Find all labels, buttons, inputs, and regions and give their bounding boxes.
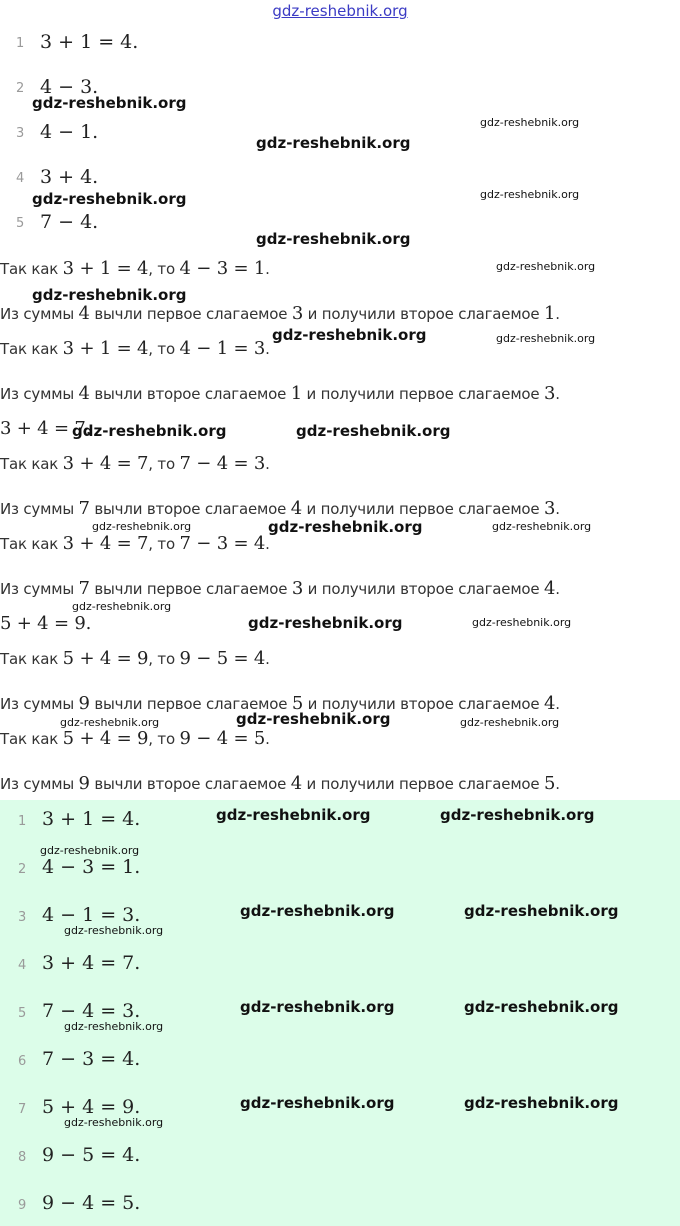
line-number: 7 [18, 1102, 27, 1117]
watermark: gdz-reshebnik.org [60, 716, 160, 729]
answer-expression: 9 − 5 = 4. [42, 1144, 141, 1166]
watermark: gdz-reshebnik.org [464, 1094, 619, 1112]
watermark: gdz-reshebnik.org [32, 94, 187, 112]
explanation-line: Так как 3 + 1 = 4, то 4 − 3 = 1. [0, 258, 270, 279]
watermark: gdz-reshebnik.org [268, 518, 423, 536]
answer-expression: 7 − 4 = 3. [42, 1000, 141, 1022]
watermark: gdz-reshebnik.org [72, 600, 172, 613]
watermark: gdz-reshebnik.org [480, 188, 580, 201]
watermark: gdz-reshebnik.org [40, 844, 140, 857]
explanation-line: Из суммы 7 вычли второе слагаемое 4 и получили первое слагаемое 3. [0, 498, 560, 519]
explanation-line: Из суммы 7 вычли первое слагаемое 3 и получили второе слагаемое 4. [0, 578, 560, 599]
task-expression: 3 + 1 = 4. [40, 31, 139, 53]
watermark: gdz-reshebnik.org [240, 998, 395, 1016]
explanation-line: Из суммы 9 вычли второе слагаемое 4 и получили первое слагаемое 5. [0, 773, 560, 794]
line-number: 5 [18, 1006, 27, 1021]
watermark: gdz-reshebnik.org [64, 1116, 164, 1129]
watermark: gdz-reshebnik.org [296, 422, 451, 440]
explanation-line: Так как 3 + 1 = 4, то 4 − 1 = 3. [0, 338, 270, 359]
line-number: 5 [16, 216, 25, 231]
explanation-line: 5 + 4 = 9. [0, 613, 92, 634]
watermark: gdz-reshebnik.org [272, 326, 427, 344]
line-number: 8 [18, 1150, 27, 1165]
watermark: gdz-reshebnik.org [440, 806, 595, 824]
watermark: gdz-reshebnik.org [240, 1094, 395, 1112]
task-expression: 3 + 4. [40, 166, 99, 188]
site-header-link[interactable]: gdz-reshebnik.org [272, 2, 408, 20]
explanation-line: Из суммы 4 вычли первое слагаемое 3 и получили второе слагаемое 1. [0, 303, 560, 324]
explanation-line: Так как 5 + 4 = 9, то 9 − 4 = 5. [0, 728, 270, 749]
watermark: gdz-reshebnik.org [496, 332, 596, 345]
watermark: gdz-reshebnik.org [72, 422, 227, 440]
watermark: gdz-reshebnik.org [216, 806, 371, 824]
line-number: 6 [18, 1054, 27, 1069]
watermark: gdz-reshebnik.org [92, 520, 192, 533]
answer-expression: 4 − 3 = 1. [42, 856, 141, 878]
line-number: 1 [16, 36, 25, 51]
explanation-line: Так как 3 + 4 = 7, то 7 − 4 = 3. [0, 453, 270, 474]
watermark: gdz-reshebnik.org [248, 614, 403, 632]
answer-expression: 7 − 3 = 4. [42, 1048, 141, 1070]
watermark: gdz-reshebnik.org [492, 520, 592, 533]
answer-expression: 5 + 4 = 9. [42, 1096, 141, 1118]
answer-expression: 9 − 4 = 5. [42, 1192, 141, 1214]
line-number: 1 [18, 814, 27, 829]
explanation-line: Из суммы 9 вычли первое слагаемое 5 и получили второе слагаемое 4. [0, 693, 560, 714]
explanation-line: Так как 5 + 4 = 9, то 9 − 5 = 4. [0, 648, 270, 669]
line-number: 4 [18, 958, 27, 973]
task-expression: 7 − 4. [40, 211, 99, 233]
watermark: gdz-reshebnik.org [256, 230, 411, 248]
answer-expression: 3 + 4 = 7. [42, 952, 141, 974]
task-expression: 4 − 3. [40, 76, 99, 98]
watermark: gdz-reshebnik.org [496, 260, 596, 273]
watermark: gdz-reshebnik.org [240, 902, 395, 920]
watermark: gdz-reshebnik.org [32, 286, 187, 304]
watermark: gdz-reshebnik.org [64, 924, 164, 937]
watermark: gdz-reshebnik.org [464, 902, 619, 920]
watermark: gdz-reshebnik.org [480, 116, 580, 129]
task-expression: 4 − 1. [40, 121, 99, 143]
line-number: 2 [18, 862, 27, 877]
watermark: gdz-reshebnik.org [32, 190, 187, 208]
watermark: gdz-reshebnik.org [256, 134, 411, 152]
watermark: gdz-reshebnik.org [64, 1020, 164, 1033]
line-number: 4 [16, 171, 25, 186]
explanation-line: Так как 3 + 4 = 7, то 7 − 3 = 4. [0, 533, 270, 554]
line-number: 2 [16, 81, 25, 96]
explanation-line: 3 + 4 = 7. [0, 418, 92, 439]
watermark: gdz-reshebnik.org [460, 716, 560, 729]
line-number: 3 [18, 910, 27, 925]
watermark: gdz-reshebnik.org [464, 998, 619, 1016]
line-number: 9 [18, 1198, 27, 1213]
line-number: 3 [16, 126, 25, 141]
explanation-line: Из суммы 4 вычли второе слагаемое 1 и получили первое слагаемое 3. [0, 383, 560, 404]
watermark: gdz-reshebnik.org [236, 710, 391, 728]
answer-expression: 3 + 1 = 4. [42, 808, 141, 830]
answer-expression: 4 − 1 = 3. [42, 904, 141, 926]
watermark: gdz-reshebnik.org [472, 616, 572, 629]
